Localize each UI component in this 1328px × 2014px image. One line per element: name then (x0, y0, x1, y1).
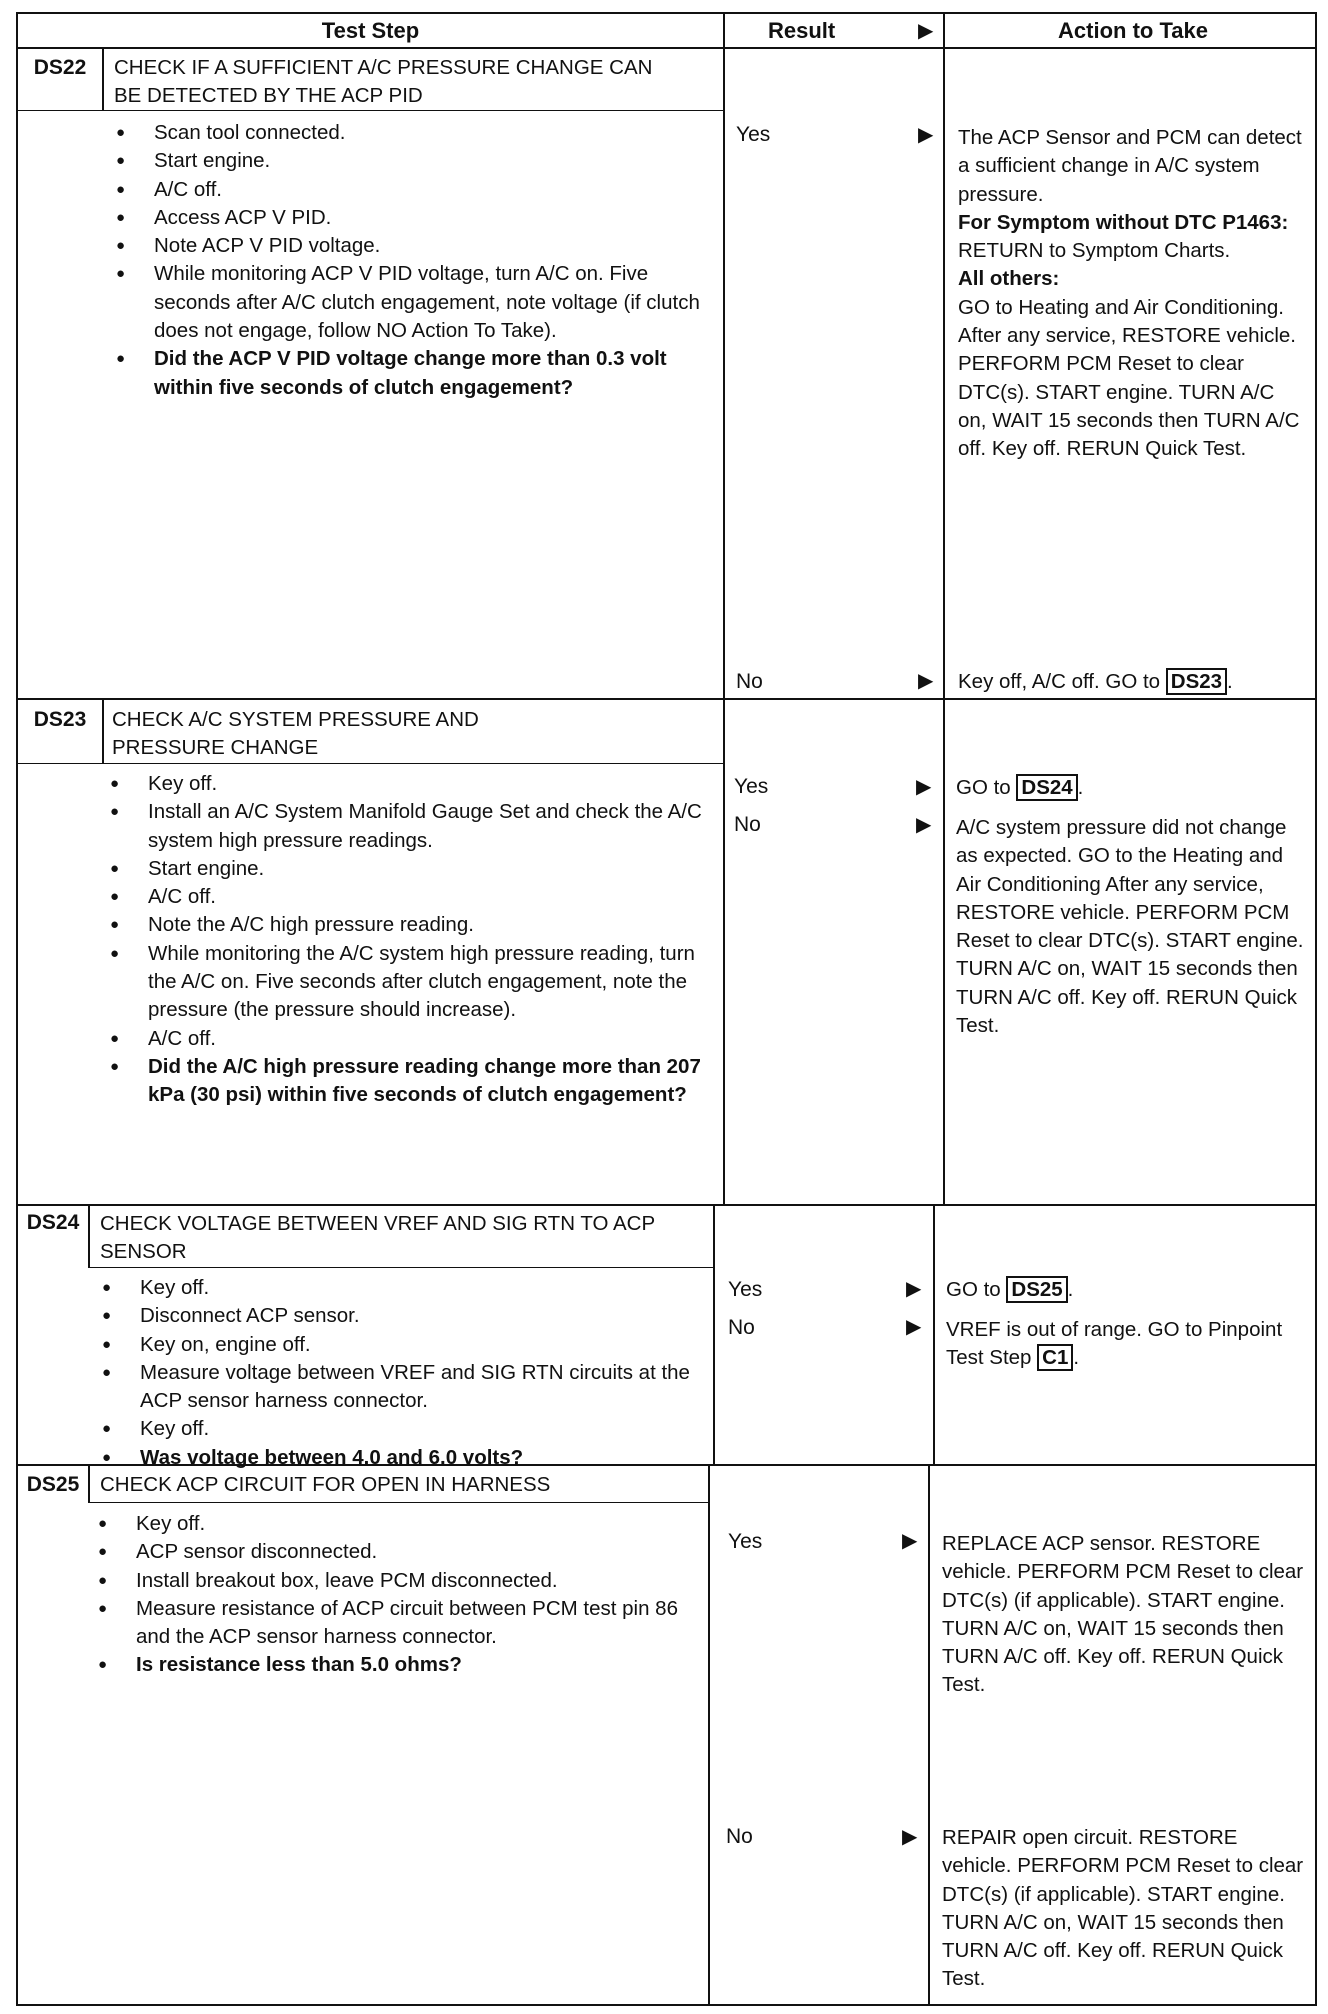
step-link-ds25[interactable]: DS25 (1006, 1276, 1067, 1303)
list-item: ● Disconnect ACP sensor. (96, 1302, 706, 1330)
action-text (956, 774, 1311, 802)
action-text: REPAIR open circuit. RESTORE vehicle. PERFORM PCM Reset to clear DTC(s) (if applicable). START engine. TURN A/C on, WAIT 15 seconds then TURN A/C off. Key off. RERUN Quick Test. (942, 1826, 1304, 1991)
list-item: ● Scan tool connected. (110, 119, 710, 147)
list-item: ● Key off. (96, 1415, 706, 1443)
action-line: GO to Heating and Air Conditioning. (958, 295, 1284, 319)
step-procedure-list (104, 770, 709, 1110)
list-item: ● Note ACP V PID voltage. (110, 232, 710, 260)
title-divider (18, 763, 723, 764)
step-question: ● Is resistance less than 5.0 ohms? (92, 1651, 706, 1679)
result-no: No (736, 670, 763, 693)
list-item: ● Install an A/C System Manifold Gauge Set and check the A/C system high pressure readings. (104, 798, 709, 855)
step-link-ds23[interactable]: DS23 (1166, 668, 1227, 695)
code-divider (102, 47, 104, 110)
list-item: ● Measure voltage between VREF and SIG RTN circuits at the ACP sensor harness connector. (96, 1359, 706, 1416)
code-divider (88, 1464, 90, 1502)
header-action: Action to Take (1058, 18, 1208, 43)
step-divider (18, 1464, 1315, 1466)
list-item: ● Key off. (96, 1274, 706, 1302)
action-text (958, 668, 1313, 696)
arrow-icon: ▶ (906, 1316, 922, 1338)
step-title: CHECK IF A SUFFICIENT A/C PRESSURE CHANGE CAN BE DETECTED BY THE ACP PID (114, 56, 653, 107)
arrow-icon: ▶ (916, 814, 932, 836)
step-divider (18, 1204, 1315, 1206)
list-item: ● ACP sensor disconnected. (92, 1538, 706, 1566)
list-item: ● Install breakout box, leave PCM disconnected. (92, 1567, 706, 1595)
code-divider (88, 1204, 90, 1267)
result-yes: Yes (734, 775, 769, 798)
title-divider (18, 110, 723, 111)
step-question: ● Did the ACP V PID voltage change more than 0.3 volt within five seconds of clutch engagement? (110, 345, 710, 402)
arrow-icon: ▶ (906, 1278, 922, 1300)
step-question: ● Was voltage between 4.0 and 6.0 volts? (96, 1444, 706, 1472)
action-line: All others: (958, 267, 1060, 291)
action-text-pre: VREF is out of range. GO to Pinpoint Test Step (946, 1318, 1283, 1370)
list-item: ● Key off. (92, 1510, 706, 1538)
list-item: ● Measure resistance of ACP circuit between PCM test pin 86 and the ACP sensor harness connector. (92, 1595, 706, 1652)
step-question: ● Did the A/C high pressure reading change more than 207 kPa (30 psi) within five seconds of clutch engagement? (104, 1053, 709, 1110)
list-item: ● Start engine. (104, 855, 709, 883)
action-line: For Symptom without DTC P1463: (958, 210, 1289, 234)
step-procedure-list (110, 119, 710, 402)
step-code: DS25 (26, 1473, 80, 1496)
action-text-post: . (1067, 1278, 1074, 1301)
arrow-icon: ▶ (918, 670, 934, 692)
title-divider (88, 1267, 713, 1268)
header-result: Result (768, 18, 836, 43)
action-text: REPLACE ACP sensor. RESTORE vehicle. PERFORM PCM Reset to clear DTC(s) (if applicable). START engine. TURN A/C on, WAIT 15 seconds then TURN A/C off. Key off. RERUN Quick Test. (942, 1532, 1304, 1697)
list-item: ● A/C off. (110, 176, 710, 204)
list-item: ● A/C off. (104, 1025, 709, 1053)
step-title: CHECK VOLTAGE BETWEEN VREF AND SIG RTN TO ACP SENSOR (100, 1212, 655, 1263)
action-line: The ACP Sensor and PCM can detect a sufficient change in A/C system pressure. (958, 126, 1302, 206)
result-no: No (728, 1316, 755, 1339)
action-text: A/C system pressure did not change as expected. GO to the Heating and Air Conditioning After any service, RESTORE vehicle. PERFORM PCM Reset to clear DTC(s). START engine. TURN A/C on, WAIT 15 seconds then TURN A/C off. Key off. RERUN Quick Test. (956, 816, 1304, 1038)
arrow-icon: ▶ (902, 1530, 918, 1552)
list-item: ● Key off. (104, 770, 709, 798)
col-divider-2b (933, 1204, 935, 1464)
action-text-pre: GO to (946, 1278, 1007, 1301)
list-item: ● A/C off. (104, 883, 709, 911)
step-divider (18, 698, 1315, 700)
action-text-post: . (1227, 670, 1233, 693)
action-line: After any service, RESTORE vehicle. PERFORM PCM Reset to clear DTC(s). START engine. TURN A/C on, WAIT 15 seconds then TURN A/C off. Key off. RERUN Quick Test. (958, 324, 1300, 461)
code-divider (102, 698, 104, 763)
result-yes: Yes (728, 1530, 763, 1553)
action-text (946, 1276, 1306, 1304)
arrow-icon: ▶ (916, 776, 932, 798)
step-code: DS22 (33, 56, 87, 79)
step-link-ds24[interactable]: DS24 (1016, 774, 1077, 801)
result-no: No (734, 813, 761, 836)
col-divider-1a (723, 14, 725, 1204)
list-item: ● While monitoring the A/C system high pressure reading, turn the A/C on. Five seconds after clutch engagement, note the pressure (the pressure should increase). (104, 940, 709, 1025)
list-item: ● While monitoring ACP V PID voltage, turn A/C on. Five seconds after A/C clutch engagement, note voltage (if clutch does not engage, follow NO Action To Take). (110, 260, 710, 345)
result-yes: Yes (736, 123, 771, 146)
col-divider-2a (943, 14, 945, 1204)
test-step-table (16, 12, 1317, 2006)
header-test-step: Test Step (321, 18, 420, 43)
result-yes: Yes (728, 1278, 763, 1301)
step-link-c1[interactable]: C1 (1037, 1344, 1073, 1371)
step-procedure-list (92, 1510, 706, 1680)
action-line: RETURN to Symptom Charts. (958, 239, 1231, 263)
header-divider (18, 47, 1315, 49)
list-item: ● Note the A/C high pressure reading. (104, 911, 709, 939)
col-divider-2c (928, 1464, 930, 2004)
step-code: DS23 (33, 708, 87, 731)
arrow-icon: ▶ (918, 124, 934, 146)
list-item: ● Key on, engine off. (96, 1331, 706, 1359)
arrow-icon: ▶ (902, 1826, 918, 1848)
action-text-pre: GO to (956, 776, 1017, 799)
action-text-post: . (1073, 1346, 1080, 1370)
action-text-pre: Key off, A/C off. GO to (958, 670, 1166, 693)
col-divider-1c (708, 1464, 710, 2004)
list-item: ● Access ACP V PID. (110, 204, 710, 232)
result-no: No (726, 1825, 753, 1848)
header-arrow-icon: ▶ (918, 20, 934, 42)
step-procedure-list (96, 1274, 706, 1472)
step-code: DS24 (26, 1211, 80, 1234)
action-text-post: . (1077, 776, 1084, 799)
title-divider (88, 1502, 708, 1503)
col-divider-1b (713, 1204, 715, 1464)
list-item: ● Start engine. (110, 147, 710, 175)
step-title: CHECK ACP CIRCUIT FOR OPEN IN HARNESS (100, 1473, 551, 1496)
action-text (958, 124, 1308, 464)
action-text (946, 1316, 1296, 1373)
step-title: CHECK A/C SYSTEM PRESSURE AND PRESSURE CHANGE (112, 708, 479, 759)
